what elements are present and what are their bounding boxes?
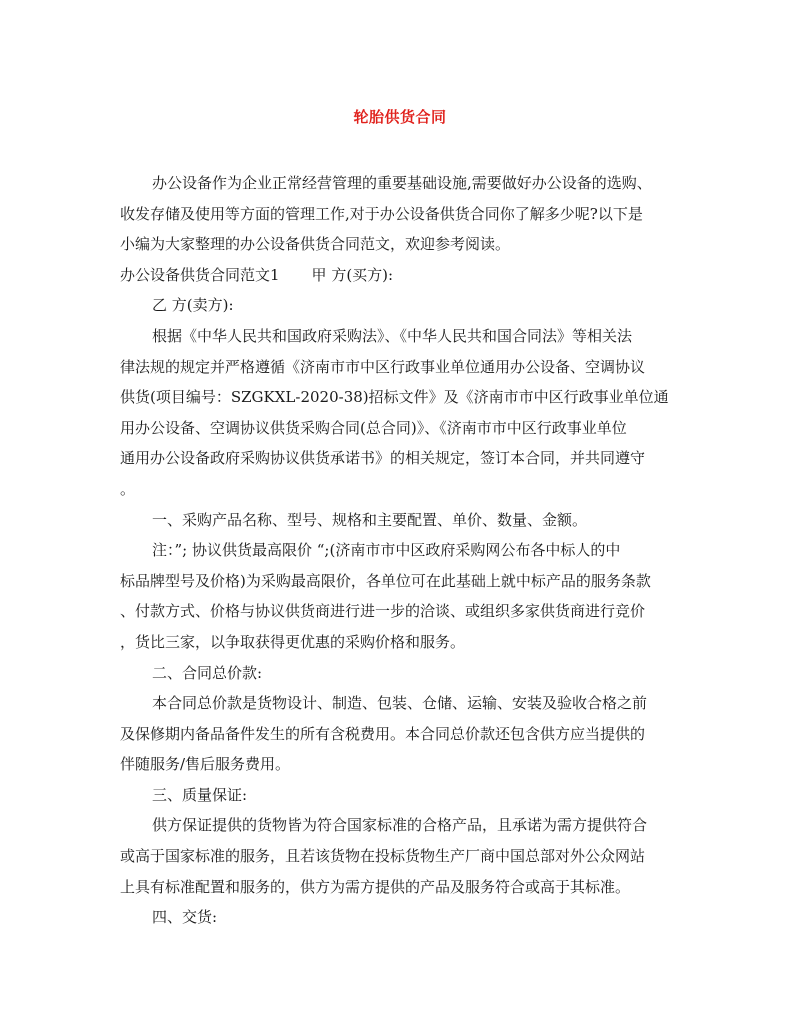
paragraph-line: 律法规的规定并严格遵循《济南市市中区行政事业单位通用办公设备、空调协议: [120, 357, 646, 376]
party-b-label: 乙 方(卖方):: [152, 296, 234, 315]
paragraph-line: 办公设备作为企业正常经营管理的重要基础设施,需要做好办公设备的选购、: [152, 174, 652, 192]
paragraph-line: 用办公设备、空调协议供货采购合同(总合同)》、《济南市市中区行政事业单位: [120, 418, 627, 437]
paragraph-line: 注：”; 协议供货最高限价 “;(济南市市中区政府采购网公布各中标人的中: [152, 541, 621, 560]
paragraph-line: 收发存储及使用等方面的管理工作,对于办公设备供货合同你了解多少呢?以下是: [120, 204, 643, 223]
paragraph-line: 标品牌型号及价格)为采购最高限价，各单位可在此基础上就中标产品的服务条款: [120, 571, 651, 590]
paragraph-line: 伴随服务/售后服务费用。: [120, 755, 291, 774]
paragraph-line: 供方保证提供的货物皆为符合国家标准的合格产品，且承诺为需方提供符合: [152, 816, 648, 835]
paragraph-line: 及保修期内备品备件发生的所有含税费用。本合同总价款还包含供方应当提供的: [120, 724, 646, 743]
party-a-label: 甲 方(买方):: [311, 265, 394, 284]
paragraph-line: ，货比三家，以争取获得更优惠的采购价格和服务。: [120, 632, 466, 651]
paragraph-line: [120, 260, 686, 291]
paragraph-line: 。: [120, 479, 136, 498]
paragraph-line: 上具有标准配置和服务的，供方为需方提供的产品及服务符合或高于其标准。: [120, 877, 631, 896]
paragraph-line: 通用办公设备政府采购协议供货承诺书》的相关规定，签订本合同，并共同遵守: [120, 449, 646, 468]
document-body: [120, 168, 686, 933]
section-heading: 三、质量保证:: [152, 785, 248, 804]
paragraph-line: 根据《中华人民共和国政府采购法》、《中华人民共和国合同法》等相关法: [152, 326, 633, 345]
paragraph-line: 本合同总价款是货物设计、制造、包装、仓储、运输、安装及验收合格之前: [152, 694, 648, 713]
paragraph-line: 、付款方式、价格与协议供货商进行进一步的洽谈、或组织多家供货商进行竞价: [120, 602, 646, 621]
paragraph-line: 或高于国家标准的服务，且若该货物在投标货物生产厂商中国总部对外公众网站: [120, 847, 646, 866]
section-heading: 四、交货:: [152, 908, 218, 927]
paragraph-line: 小编为大家整理的办公设备供货合同范文，欢迎参考阅读。: [120, 235, 511, 254]
paragraph-line: 供货(项目编号：SZGKXL-2020-38)招标文件》及《济南市市中区行政事业单位通: [120, 388, 669, 407]
document-title: 轮胎供货合同: [353, 108, 447, 126]
section-heading: 办公设备供货合同范文1: [120, 265, 280, 284]
section-heading: 二、合同总价款:: [152, 663, 263, 682]
section-heading: 一、采购产品名称、型号、规格和主要配置、单价、数量、金额。: [152, 510, 588, 529]
